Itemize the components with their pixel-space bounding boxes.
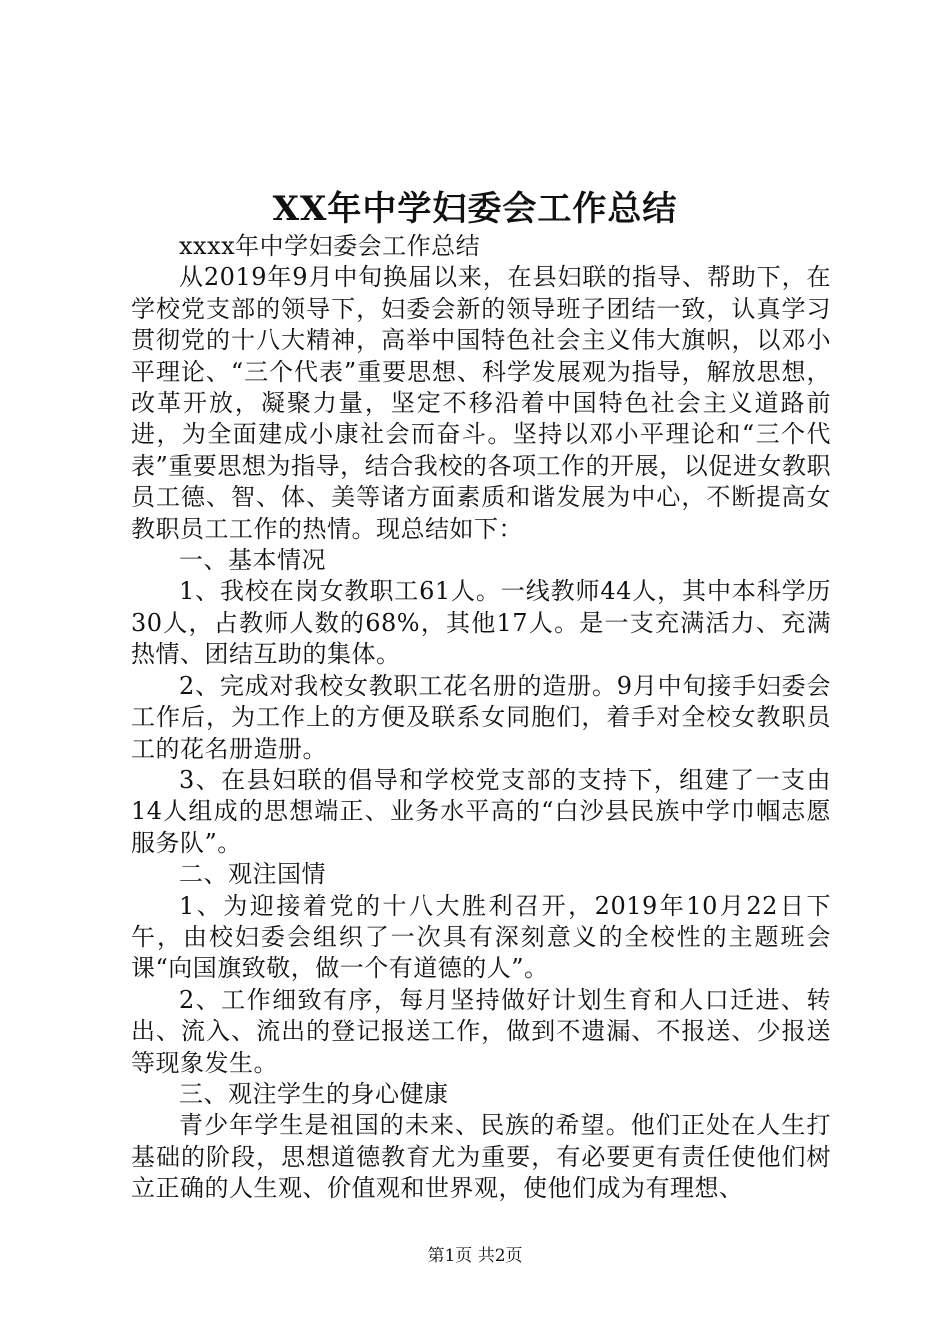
paragraph-basic-3: 3、在县妇联的倡导和学校党支部的支持下，组建了一支由14人组成的思想端正、业务水平高的“白沙县民族中学巾帼志愿服务队”。 [131,765,831,857]
page-indicator: 第1页 共2页 [427,1246,523,1266]
intro-paragraph: 从2019年9月中旬换届以来，在县妇联的指导、帮助下，在学校党支部的领导下，妇委会新的领导班子团结一致，认真学习贯彻党的十八大精神，高举中国特色社会主义伟大旗帜，以邓小平理论、“三个代表”重要思想、科学发展观为指导，解放思想，改革开放，凝聚力量，坚定不移沿着中国特色社会主义道路前进，为全面建成小康社会而奋斗。坚持以邓小平理论和“三个代表”重要思想为指导，结合我校的各项工作的开展，以促进女教职员工德、智、体、美等诸方面素质和谐发展为中心，不断提高女教职员工工作的热情。现总结如下： [131,263,831,543]
document-body [131,231,831,1205]
section-heading-health: 三、观注学生的身心健康 [179,1079,449,1108]
subtitle-paragraph: xxxx年中学妇委会工作总结 [179,232,481,260]
paragraph-national-1: 1、为迎接着党的十八大胜利召开，2019年10月22日下午，由校妇委会组织了一次具有深刻意义的全校性的主题班会课“向国旗致敬，做一个有道德的人”。 [131,891,831,983]
paragraph-basic-1: 1、我校在岗女教职工61人。一线教师44人，其中本科学历30人，占教师人数的68%，其他17人。是一支充满活力、充满热情、团结互助的集体。 [131,577,831,669]
paragraph-national-2: 2、工作细致有序，每月坚持做好计划生育和人口迁进、转出、流入、流出的登记报送工作，做到不遗漏、不报送、少报送等现象发生。 [131,985,831,1077]
paragraph-health-1: 青少年学生是祖国的未来、民族的希望。他们正处在人生打基础的阶段，思想道德教育尤为重要，有必要更有责任使他们树立正确的人生观、价值观和世界观，使他们成为有理想、 [131,1111,831,1203]
section-heading-basic: 一、基本情况 [179,546,326,575]
section-heading-national: 二、观注国情 [179,860,326,889]
document-title: XX年中学妇委会工作总结 [272,189,678,229]
paragraph-basic-2: 2、完成对我校女教职工花名册的造册。9月中旬接手妇委会工作后，为工作上的方便及联系女同胞们，着手对全校女教职员工的花名册造册。 [131,671,831,763]
